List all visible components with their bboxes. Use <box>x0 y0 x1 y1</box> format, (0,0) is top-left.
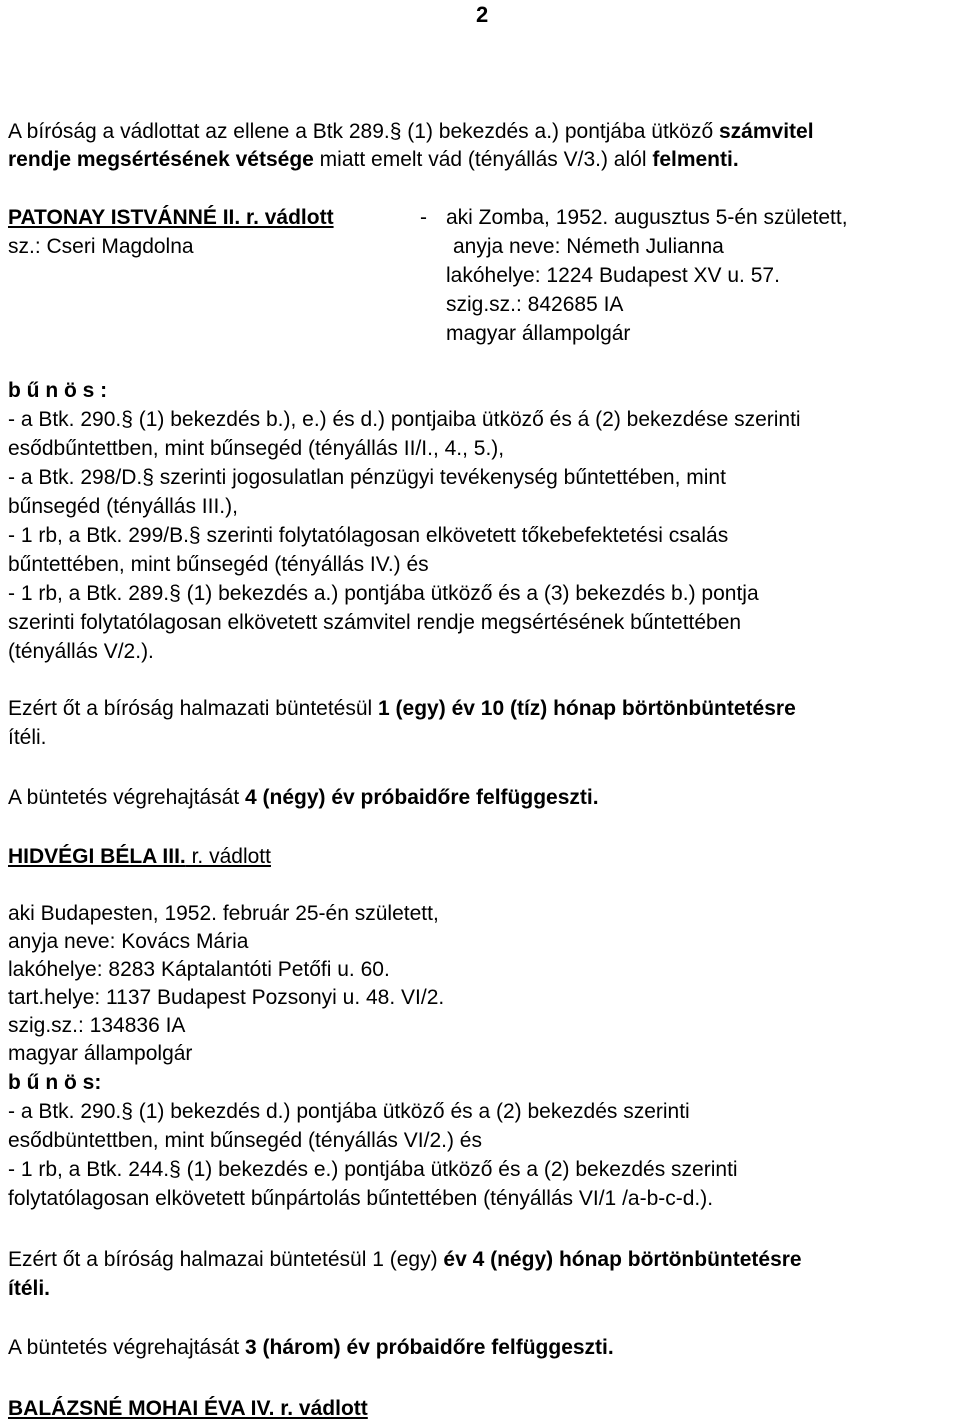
section-sign: § <box>188 524 201 547</box>
defendant-2-citizenship: magyar állampolgár <box>446 322 631 345</box>
defendant-3-name <box>8 844 271 870</box>
defendant-3-charge-line: esődbüntettben, mint bűnsegéd (tényállás VI/2.) és <box>8 1129 482 1152</box>
text-bold: 1 (egy) év 10 (tíz) hónap börtönbüntetésre <box>378 697 796 720</box>
defendant-3-probation <box>8 1335 614 1361</box>
page-number: 2 <box>476 2 489 27</box>
text: - 1 rb, a Btk. 289. <box>8 582 170 605</box>
text: Ezért őt a bíróság halmazati büntetésül <box>8 697 379 720</box>
defendant-2-mother: anyja neve: Németh Julianna <box>453 235 724 258</box>
section-sign: § <box>121 408 133 431</box>
defendant-3-sentence <box>8 1247 802 1273</box>
text-bold: felmenti. <box>652 148 739 171</box>
defendant-2-charge-line <box>8 407 801 433</box>
defendant-2-maiden: sz.: Cseri Magdolna <box>8 235 194 258</box>
defendant-3-charge-line: folytatólagosan elkövetett bűnpártolás bűntettében (tényállás VI/1 /a-b-c-d.). <box>8 1187 714 1210</box>
text: Ezért őt a bíróság halmazai büntetésül 1 (egy) <box>8 1248 444 1271</box>
text: r. vádlott <box>185 845 271 868</box>
text: szerinti jogosulatlan pénzügyi tevékenység bűntettében, mint <box>153 466 726 489</box>
defendant-2-dash: - <box>420 206 427 229</box>
defendant-2-born: aki Zomba, 1952. augusztus 5-én született, <box>446 206 848 229</box>
section-sign: § <box>142 466 154 489</box>
text-bold: számvitel <box>718 120 814 143</box>
section-sign: § <box>121 1100 133 1123</box>
text: dbűntettben, mint bűnsegéd (tényállás II/I., 4., 5.), <box>41 437 505 460</box>
text-bold: rendje <box>8 148 77 171</box>
defendant-4-name: BALÁZSNÉ MOHAI ÉVA IV. r. vádlott <box>8 1397 368 1420</box>
defendant-2-probation <box>8 785 599 811</box>
acquittal-line-1 <box>8 119 814 145</box>
text: (1) bekezdés a.) pontjába ütköző <box>401 120 719 143</box>
defendant-2-charge-line <box>8 581 759 607</box>
text: (1) bekezdés b.), e.) és d.) pontjaiba ütköző és á (2) bekezdése szerinti <box>132 408 801 431</box>
defendant-2-charge-line <box>8 465 726 491</box>
defendant-2-charge-line: szerinti folytatólagosan elkövetett számvitel rendje megsértésének bűntettében <box>8 611 742 634</box>
text: - a Btk. 298/D. <box>8 466 143 489</box>
text: A büntetés végrehajtását <box>8 1336 245 1359</box>
section-sign: § <box>169 1158 181 1181</box>
defendant-3-charge-line <box>8 1157 738 1183</box>
defendant-2-sentence-end: ítéli. <box>8 726 47 749</box>
text-bold: HIDVÉGI BÉLA III. <box>8 845 186 868</box>
text: - a Btk. 290. <box>8 408 122 431</box>
text-bold: 3 (három) év próbaidőre felfüggeszti. <box>245 1336 614 1359</box>
text-bold: 4 (négy) év próbaidőre felfüggeszti. <box>245 786 599 809</box>
section-sign: § <box>389 120 402 143</box>
defendant-3-citizenship: magyar állampolgár <box>8 1042 193 1065</box>
section-sign: § <box>169 582 181 605</box>
text: miatt emelt vád (tényállás V/3.) alól <box>313 148 653 171</box>
defendant-2-charge-line <box>8 523 728 549</box>
defendant-3-sentence-end: ítéli. <box>8 1277 51 1300</box>
text: szerinti folytatólagosan elkövetett tőkebefektetési csalás <box>200 524 729 547</box>
defendant-2-charge-line: bűntettében, mint bűnsegéd (tényállás IV.) és <box>8 553 429 576</box>
defendant-2-charge-line: (tényállás V/2.). <box>8 640 154 663</box>
text: - a Btk. 290. <box>8 1100 122 1123</box>
text: - 1 rb, a Btk. 244. <box>8 1158 170 1181</box>
defendant-2-sentence <box>8 696 796 722</box>
text: (1) bekezdés d.) pontjába ütköző és a (2) bekezdés szerinti <box>132 1100 690 1123</box>
defendant-3-residence: lakóhelye: 8283 Káptalantóti Petőfi u. 60. <box>8 958 390 981</box>
acquittal-line-2 <box>8 147 739 173</box>
defendant-3-born: aki Budapesten, 1952. február 25-én született, <box>8 902 439 925</box>
text: A bíróság a vádlottat az ellene a Btk 289. <box>8 120 390 143</box>
defendant-2-charge-line <box>8 436 504 462</box>
defendant-3-stay: tart.helye: 1137 Budapest Pozsonyi u. 48. VI/2. <box>8 986 445 1009</box>
defendant-2-charge-line: bűnsegéd (tényállás III.), <box>8 495 238 518</box>
text-bold: megsértésének vétsége <box>76 148 314 171</box>
text-bold: év 4 (négy) hónap börtönbüntetésre <box>443 1248 802 1271</box>
defendant-2-guilty-heading: b ű n ö s : <box>8 379 108 402</box>
defendant-3-mother: anyja neve: Kovács Mária <box>8 930 249 953</box>
text: A büntetés végrehajtását <box>8 786 245 809</box>
text: (1) bekezdés e.) pontjába ütköző és a (2) bekezdés szerinti <box>180 1158 738 1181</box>
defendant-2-id: szig.sz.: 842685 IA <box>446 293 624 316</box>
text: (1) bekezdés a.) pontjába ütköző és a (3) bekezdés b.) pontja <box>180 582 759 605</box>
defendant-3-guilty-heading: b ű n ö s: <box>8 1071 102 1094</box>
text: eső <box>8 437 42 460</box>
defendant-3-charge-line <box>8 1099 690 1125</box>
defendant-2-residence: lakóhelye: 1224 Budapest XV u. 57. <box>446 264 780 287</box>
text: - 1 rb, a Btk. 299/B. <box>8 524 189 547</box>
defendant-3-id: szig.sz.: 134836 IA <box>8 1014 186 1037</box>
defendant-2-name: PATONAY ISTVÁNNÉ II. r. vádlott <box>8 206 334 229</box>
